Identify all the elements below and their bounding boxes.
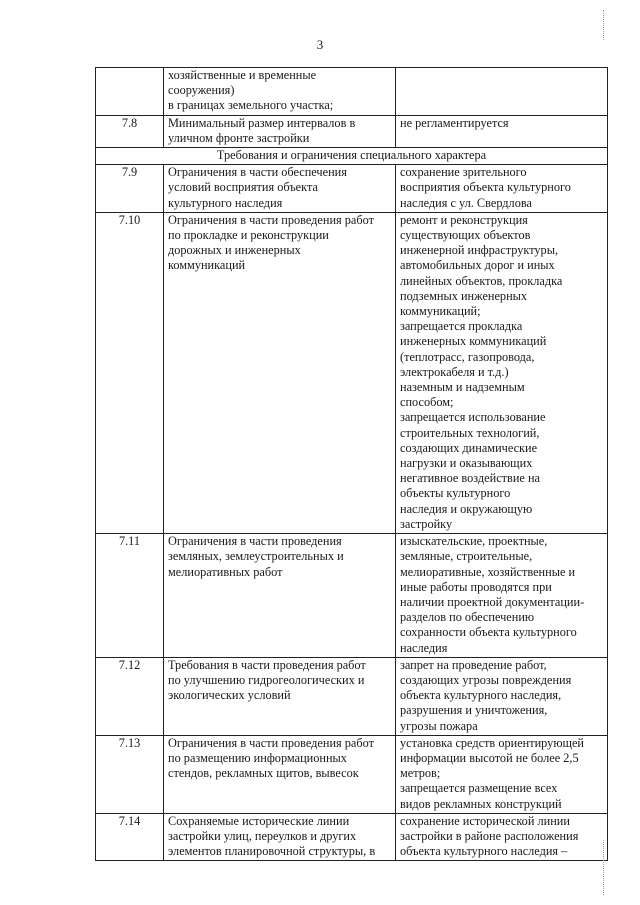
requirement-value-line: наземным и надземным [400,380,525,395]
requirement-name-line: Ограничения в части проведения [168,534,342,549]
table-row [96,212,608,533]
requirement-value-line: негативное воздействие на [400,471,540,486]
requirement-name-line: стендов, рекламных щитов, вывесок [168,766,359,781]
section-title: Требования и ограничения специального характера [96,148,608,165]
requirement-value-line: застройки в районе расположения [400,828,579,843]
requirement-value-line: сохранение исторической линии [400,813,570,828]
requirement-value [396,115,608,147]
table-row [96,165,608,213]
requirement-value-line: сохранение зрительного [400,165,527,180]
requirement-value-line: запрещается прокладка [400,319,523,334]
requirement-value-line: строительных технологий, [400,425,540,440]
requirement-value-line: электрокабеля и т.д.) [400,364,509,379]
page-number: 3 [316,37,324,52]
requirement-value-line: запрещается использование [400,410,546,425]
requirement-value-line: коммуникаций; [400,304,481,319]
requirement-value-line: не регламентируется [400,115,509,130]
requirement-name-line: условий восприятия объекта [168,180,318,195]
requirement-name-line: хозяйственные и временные [168,68,317,82]
requirement-value-line: угрозы пожара [400,718,478,733]
requirement-value-line: метров; [400,766,441,781]
requirement-name-line: Ограничения в части обеспечения [168,165,347,180]
requirement-name-line: элементов планировочной структуры, в [168,844,376,859]
requirement-name-line: Минимальный размер интервалов в [168,115,356,130]
requirement-value-line: объекта культурного наследия – [400,844,568,859]
requirement-value [396,534,608,658]
requirement-value-line: видов рекламных конструкций [400,796,562,811]
requirement-value [396,212,608,533]
requirement-name-line: экологических условий [168,688,291,703]
requirement-name-line: Сохраняемые исторические линии [168,813,350,828]
requirement-name-line: Ограничения в части проведения работ [168,212,374,227]
requirement-value-line: подземных инженерных [400,288,528,303]
requirement-value-line: автомобильных дорог и иных [400,258,555,273]
requirement-value-line: наследия с ул. Свердлова [400,195,532,210]
requirement-name-line: сооружения) [168,83,235,98]
requirement-name-line: уличном фронте застройки [168,130,310,145]
requirement-name-line: мелиоративных работ [168,564,283,579]
requirement-name-line: в границах земельного участка; [168,98,334,113]
requirement-name-line: культурного наследия [168,195,283,210]
requirement-name [164,115,396,147]
requirement-name-line: коммуникаций [168,258,246,273]
requirement-value-line: наличии проектной документации- [400,594,585,609]
requirement-value-line: иные работы проводятся при [400,579,552,594]
requirement-value-line: запрет на проведение работ, [400,657,547,672]
requirement-name [164,165,396,213]
table-row [96,657,608,735]
item-number: 7.14 [96,813,164,861]
requirement-value-line: нагрузки и оказывающих [400,456,533,471]
requirement-value [396,813,608,861]
requirement-value-line: инженерной инфраструктуры, [400,243,559,258]
scan-edge-mark [603,840,606,895]
requirement-name-line: по прокладке и реконструкции [168,228,329,243]
requirement-value-line: мелиоративные, хозяйственные и [400,564,576,579]
requirement-name [164,534,396,658]
requirement-value-line: сохранности объекта культурного [400,625,577,640]
item-number: 7.8 [96,115,164,147]
requirement-name [164,735,396,813]
requirement-name [164,68,396,116]
requirement-value [396,657,608,735]
requirement-value-line: застройку [400,516,453,531]
requirement-value-line: объекта культурного наследия, [400,688,562,703]
requirement-name-line: по размещению информационных [168,750,347,765]
table-row [96,115,608,147]
requirement-value-line: создающих угрозы повреждения [400,672,572,687]
requirement-value-line: запрещается размещение всех [400,781,558,796]
requirement-value [396,68,608,116]
item-number [96,68,164,116]
requirement-value-line: существующих объектов [400,228,531,243]
requirement-name-line: застройки улиц, переулков и других [168,828,357,843]
requirement-value-line: разрушения и уничтожения, [400,703,548,718]
table-row [96,813,608,861]
requirement-value-line: наследия и окружающую [400,501,533,516]
requirement-value-line: разделов по обеспечению [400,610,535,625]
requirement-name-line: дорожных и инженерных [168,243,301,258]
requirement-value-line: (теплотрасс, газопровода, [400,349,535,364]
item-number: 7.11 [96,534,164,658]
requirement-name [164,212,396,533]
requirement-value-line: наследия [400,640,448,655]
requirement-value-line: земляные, строительные, [400,549,533,564]
requirement-value [396,735,608,813]
requirement-value-line: изыскательские, проектные, [400,534,548,549]
scan-edge-mark [603,10,606,40]
requirement-value-line: объекты культурного [400,486,511,501]
requirement-value [396,165,608,213]
item-number: 7.9 [96,165,164,213]
requirement-name-line: Ограничения в части проведения работ [168,735,374,750]
requirement-value-line: линейных объектов, прокладка [400,273,563,288]
requirement-name-line: по улучшению гидрогеологических и [168,672,365,687]
requirements-table [95,67,608,861]
section-header-row [96,148,608,165]
requirement-value-line: инженерных коммуникаций [400,334,547,349]
requirement-name [164,657,396,735]
requirement-value-line: информации высотой не более 2,5 [400,750,579,765]
item-number: 7.10 [96,212,164,533]
requirement-value-line: установка средств ориентирующей [400,735,585,750]
table-row [96,68,608,116]
requirement-name-line: земляных, землеустроительных и [168,549,344,564]
requirement-value-line: ремонт и реконструкция [400,212,528,227]
requirement-value-line: способом; [400,395,454,410]
requirement-name-line: Требования в части проведения работ [168,657,366,672]
requirement-name [164,813,396,861]
table-row [96,534,608,658]
item-number: 7.12 [96,657,164,735]
item-number: 7.13 [96,735,164,813]
requirements-table-body [96,68,608,861]
requirement-value-line: создающих динамические [400,440,538,455]
table-row [96,735,608,813]
requirement-value-line: восприятия объекта культурного [400,180,571,195]
